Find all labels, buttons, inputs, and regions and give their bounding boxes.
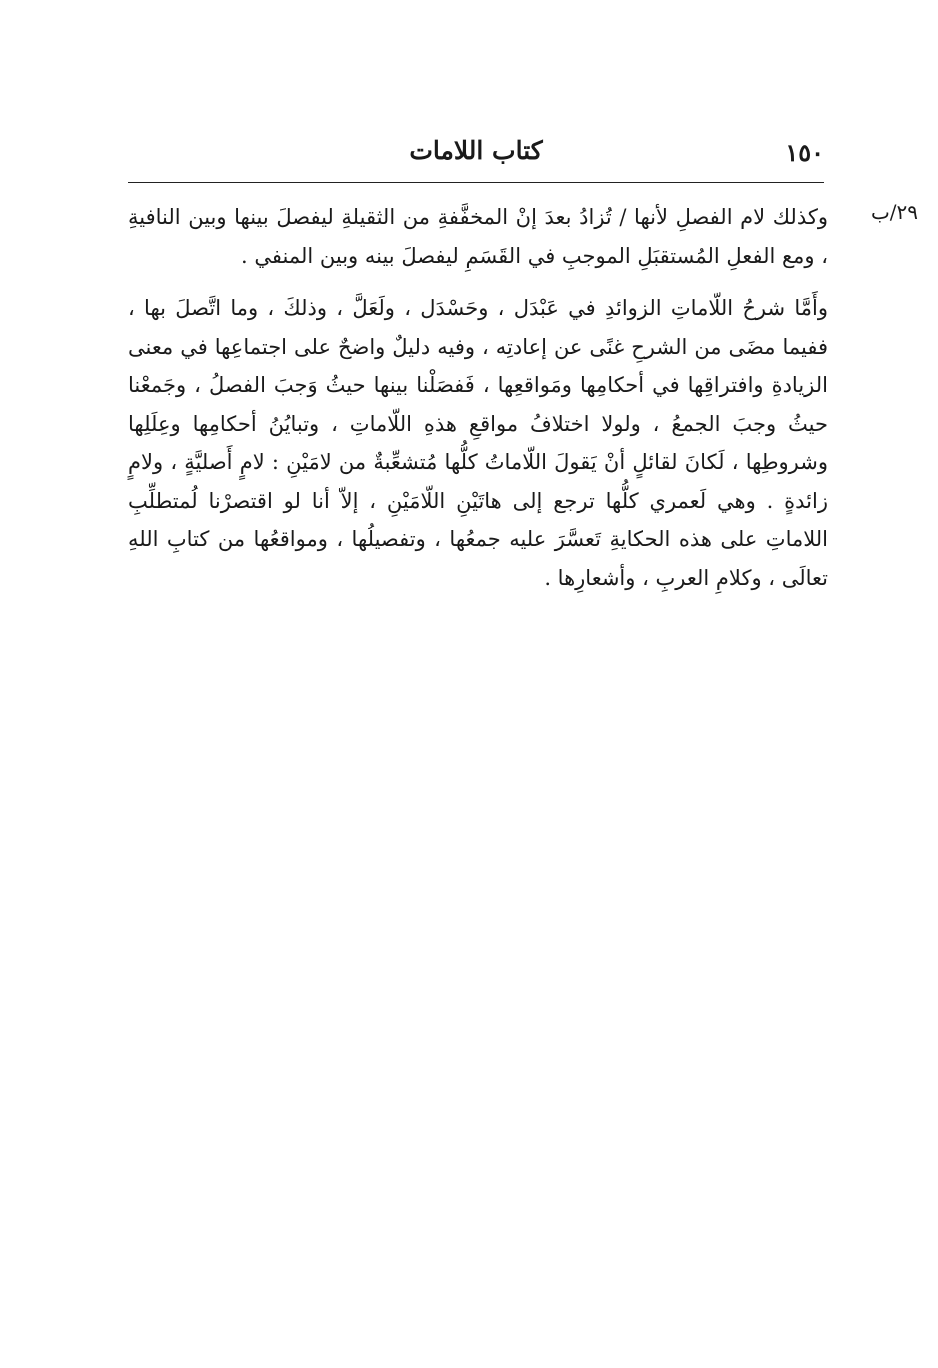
paragraph-2: وأَمَّا شرحُ اللّاماتِ الزوائدِ في عَبْدَل ، وحَسْدَل ، ولَعَلَّ ، وذلكَ ، وما اتَّصلَ بها ، ففيما مضَى من الشرحِ غنًى عن إعادتِه ، وفيه دليلٌ واضحٌ على اجتماعِها في معنى الزيادةِ وافتراقِها في أحكامِها ومَواقعِها ، فَفصَلْنا بينها حيثُ وَجبَ الفصلُ ، وجَمعْنا حيثُ وجبَ الجمعُ ، ولولا اختلافُ مواقعِ هذهِ اللّاماتِ ، وتبايُنُ أحكامِها وعِلَلِها وشروطِها ، لَكانَ لقائلٍ أنْ يَقولَ اللّاماتُ كلُّها مُتشعِّبةٌ من لامَيْنِ : لامٍ أَصليَّةٍ ، ولامٍ زائدةٍ . وهي لَعمري كلُّها ترجع إلى هاتَيْنِ اللّامَيْنِ ، إلاّ أنا لو اقتصرْنا لُمتطلِّبِ اللاماتِ على هذه الحكايةِ تَعسَّرَ عليه جمعُها ، وتفصيلُها ، ومواقعُها من كتابِ اللهِ تعالَى ، وكلامِ العربِ ، وأشعارِها . (128, 296, 828, 590)
paragraph-1: وكذلك لام الفصلِ لأنها / تُزادُ بعدَ إنْ المخفَّفةِ من الثقيلةِ ليفصلَ بينها وبين النافيةِ ، ومع الفعلِ المُستقبَلِ الموجبِ في القَسَمِ ليفصلَ بينه وبين المنفي . (128, 205, 828, 268)
body-text (128, 198, 828, 597)
header-rule (128, 182, 824, 183)
folio-marker: ٢٩/ب (870, 200, 918, 224)
page-number: ١٥٠ (785, 138, 824, 167)
page-header (128, 132, 824, 178)
book-title: كتاب اللامات (409, 136, 543, 165)
